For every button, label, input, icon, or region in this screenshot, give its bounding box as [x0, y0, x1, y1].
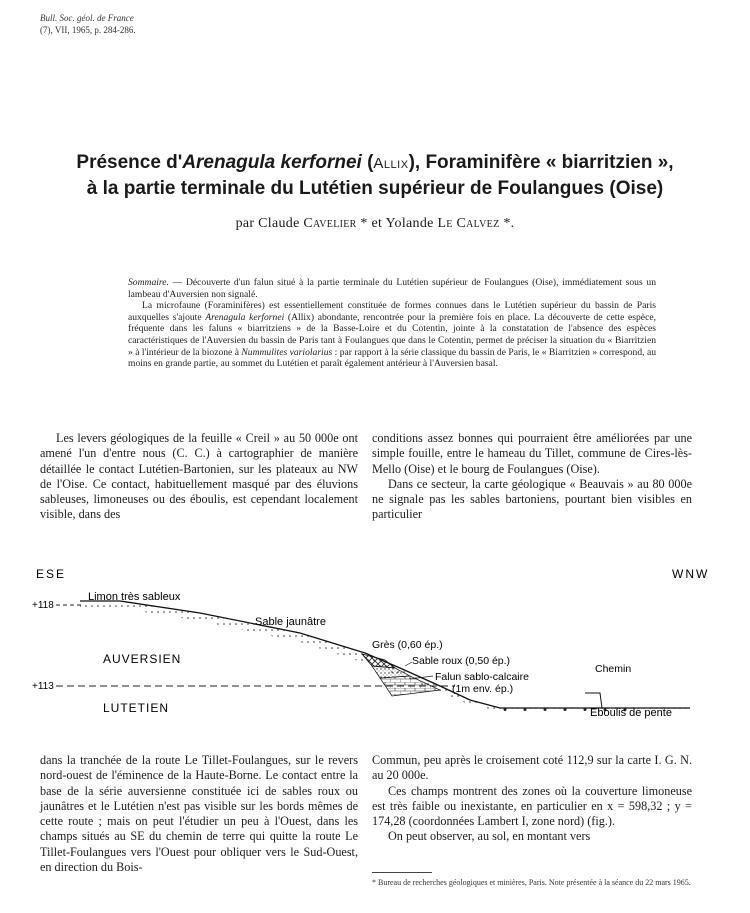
- label-falun-thickness: (1m env. ép.): [452, 683, 514, 695]
- title-species: Arenagula kerfornei: [182, 152, 362, 173]
- paragraph: Ces champs montrent des zones où la couverture limoneuse est très faible ou inexistante, en particulier en x = 598,32 ; y = 174,28 (coordonnées Lambert I, zone nord) (fig.).: [372, 783, 692, 829]
- abstract: [128, 277, 656, 370]
- body-column-right-bottom: [372, 753, 692, 845]
- elevation-113: +113: [32, 681, 54, 692]
- paragraph: Les levers géologiques de la feuille « Creil » au 50 000e ont amené l'un d'entre nous (C. C.) à cartographier de manière détaillée le contact Lutétien-Bartonien, sur les plateaux au NW de l'Oise. Ce contact, habituellement masqué par des éluvions sableuses, limoneuses ou des éboulis, est cependant localement visible, dans des: [40, 431, 358, 522]
- label-gres: Grès (0,60 ép.): [372, 639, 443, 651]
- body-column-left-bottom: [40, 753, 358, 875]
- cross-section-figure: [0, 568, 750, 740]
- footnote: * Bureau de recherches géologiques et minières, Paris. Note présentée à la séance du 22 mars 1965.: [372, 878, 691, 887]
- direction-wnw: WNW: [672, 568, 710, 581]
- author-1: Cavelier: [303, 216, 357, 231]
- label-limon: Limon très sableux: [88, 591, 181, 603]
- title-author-abbr: Allix: [373, 155, 409, 172]
- body-column-left-top: [40, 431, 358, 523]
- paragraph: On peut observer, au sol, en montant vers: [388, 829, 591, 844]
- paragraph: dans la tranchée de la route Le Tillet-Foulangues, sur le revers nord-ouest de l'éminence de la Haute-Borne. Le contact entre la base de la série auversienne constituée ici de sables roux ou jaunâtres et le Lutétien n'est pas visible sur les bords mêmes de cette route ; mais on peut l'étudier un peu à l'Ouest, dans les champs situés au SE du chemin de terre qui quitte la route Le Tillet-Foulangues vers l'Ouest pour obliquer vers le Sud-Ouest, en direction du Bois-: [40, 753, 358, 875]
- title-prefix: Présence d': [76, 152, 183, 173]
- abstract-text-2a: La microfaune (Foraminifères) est essentiellement constituée de formes connues dans le Lutétien supérieur du bassin de Paris auxquelles s'ajoute: [128, 300, 656, 323]
- footnote-rule: [372, 872, 432, 873]
- authors-line: par Claude Cavelier * et Yolande Le Calvez *.: [235, 216, 515, 231]
- abstract-text-1: — Découverte d'un falun situé à la partie terminale du Lutétien supérieur de Foulangues (Oise), immédiatement sous un lambeau d'Auversien non signalé.: [128, 277, 656, 300]
- abstract-text-2b: (Allix) abondante, rencontrée pour la première fois en place. La découverte de cette espèce, fréquente dans les faluns « biarritziens » de la Basse-Loire et du Cotentin, jointe à la constatation de l'absence des espèces caractéristiques de l'Auversien du bassin de Paris tant à Foulangues que dans le Cotentin, permet de préciser la situation du « Biarritzien » à l'intérieur de la biozone à: [128, 311, 656, 358]
- paragraph: Dans ce secteur, la carte géologique « Beauvais » au 80 000e ne signale pas les sables bartoniens, pourtant bien visibles en particulier: [372, 476, 692, 522]
- author-2: Le Calvez: [437, 216, 500, 231]
- body-column-right-top: [372, 431, 692, 523]
- abstract-species-2: Nummulites variolarius: [241, 346, 333, 358]
- abstract-text-2c: : par rapport à la série classique du bassin de Paris, le « Biarritzien » correspond, au moins en grande partie, au sommet du Lutétien et paraît également antérieur à l'Auversien basal.: [128, 346, 657, 370]
- paragraph: conditions assez bonnes qui pourraient être améliorées par une simple fouille, entre le hameau du Tillet, commune de Cires-lès-Mello (Oise) et le bourg de Foulangues (Oise).: [372, 431, 692, 476]
- label-chemin: Chemin: [595, 663, 632, 675]
- title-suffix: Foraminifère « biarritzien »,: [425, 152, 674, 173]
- authors-and: et Yolande: [367, 216, 438, 231]
- abstract-label: Sommaire.: [128, 277, 169, 288]
- journal-reference: (7), VII, 1965, p. 284-286.: [40, 25, 136, 35]
- abstract-species: Arenagula kerfornei: [205, 311, 285, 323]
- label-sable-jaunatre: Sable jaunâtre: [255, 616, 326, 628]
- label-lutetien: LUTETIEN: [103, 701, 170, 715]
- authors-by: par Claude: [235, 216, 304, 231]
- paper-title-line2: à la partie terminale du Lutétien supérieur de Foulangues (Oise): [86, 178, 664, 199]
- label-falun: Falun sablo-calcaire: [435, 671, 529, 683]
- paper-title-line1: Présence d'Arenagula kerfornei (Allix), Foraminifère « biarritzien »,: [76, 152, 674, 173]
- direction-ese: ESE: [36, 568, 67, 581]
- journal-header: [40, 12, 136, 36]
- journal-name: Bull. Soc. géol. de France: [40, 13, 134, 23]
- label-auversien: AUVERSIEN: [103, 652, 182, 666]
- elevation-118: +118: [32, 600, 54, 611]
- label-eboulis: Eboulis de pente: [590, 707, 672, 719]
- paragraph: Commun, peu après le croisement coté 112,9 sur la carte I. G. N. au 20 000e.: [372, 753, 692, 783]
- label-sable-roux: Sable roux (0,50 ép.): [412, 655, 511, 667]
